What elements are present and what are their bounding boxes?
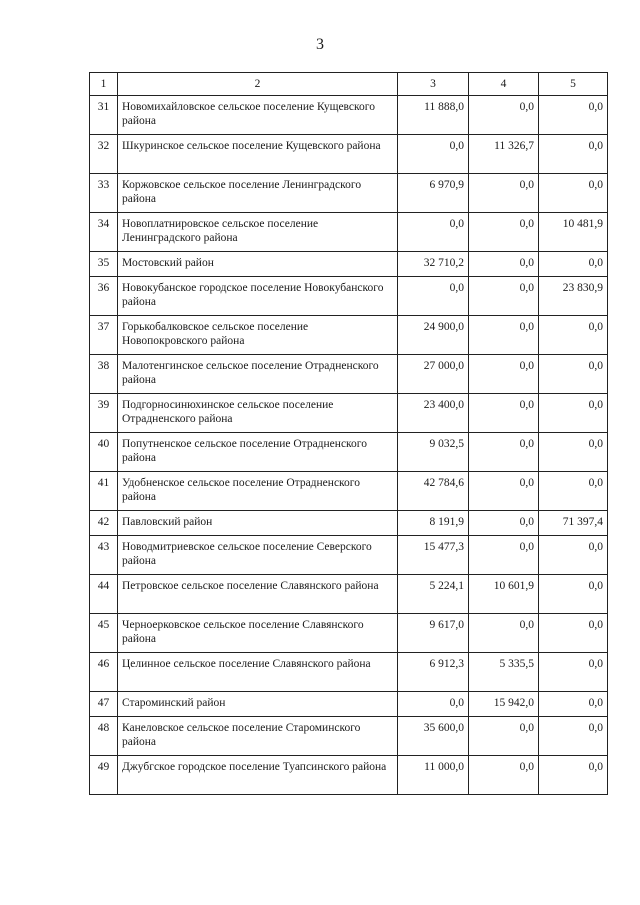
value-col3-cell: 8 191,9 — [398, 511, 469, 536]
value-col3-cell: 0,0 — [398, 135, 469, 174]
municipality-name-cell: Новодмитриевское сельское поселение Северского района — [118, 536, 398, 575]
value-col4-cell: 0,0 — [469, 174, 539, 213]
value-col3-cell: 11 888,0 — [398, 96, 469, 135]
row-number-cell: 32 — [90, 135, 118, 174]
municipality-name-cell: Новоплатнировское сельское поселение Ленинградского района — [118, 213, 398, 252]
value-col5-cell: 23 830,9 — [539, 277, 608, 316]
row-number-cell: 42 — [90, 511, 118, 536]
header-cell-1: 1 — [90, 73, 118, 96]
table-row — [90, 277, 608, 316]
value-col3-cell: 42 784,6 — [398, 472, 469, 511]
header-cell-3: 3 — [398, 73, 469, 96]
value-col5-cell: 0,0 — [539, 536, 608, 575]
value-col5-cell: 0,0 — [539, 316, 608, 355]
table-header-row — [90, 73, 608, 96]
value-col3-cell: 5 224,1 — [398, 575, 469, 614]
value-col5-cell: 0,0 — [539, 472, 608, 511]
value-col5-cell: 0,0 — [539, 614, 608, 653]
municipality-name-cell: Новомихайловское сельское поселение Кущевского района — [118, 96, 398, 135]
value-col4-cell: 0,0 — [469, 213, 539, 252]
value-col4-cell: 0,0 — [469, 717, 539, 756]
municipality-name-cell: Джубгское городское поселение Туапсинского района — [118, 756, 398, 795]
row-number-cell: 40 — [90, 433, 118, 472]
value-col5-cell: 0,0 — [539, 174, 608, 213]
table-row — [90, 252, 608, 277]
row-number-cell: 37 — [90, 316, 118, 355]
municipality-name-cell: Канеловское сельское поселение Староминского района — [118, 717, 398, 756]
value-col4-cell: 0,0 — [469, 96, 539, 135]
value-col5-cell: 0,0 — [539, 135, 608, 174]
municipality-name-cell: Горькобалковское сельское поселение Новопокровского района — [118, 316, 398, 355]
value-col5-cell: 0,0 — [539, 96, 608, 135]
value-col5-cell: 0,0 — [539, 653, 608, 692]
value-col4-cell: 5 335,5 — [469, 653, 539, 692]
header-cell-4: 4 — [469, 73, 539, 96]
page-number: 3 — [316, 36, 324, 53]
table-row — [90, 316, 608, 355]
table-row — [90, 433, 608, 472]
table-row — [90, 717, 608, 756]
municipality-name-cell: Новокубанское городское поселение Новокубанского района — [118, 277, 398, 316]
row-number-cell: 49 — [90, 756, 118, 795]
value-col3-cell: 0,0 — [398, 277, 469, 316]
value-col3-cell: 6 912,3 — [398, 653, 469, 692]
header-cell-2: 2 — [118, 73, 398, 96]
table-row — [90, 135, 608, 174]
value-col3-cell: 24 900,0 — [398, 316, 469, 355]
table-row — [90, 355, 608, 394]
municipality-name-cell: Павловский район — [118, 511, 398, 536]
row-number-cell: 41 — [90, 472, 118, 511]
value-col3-cell: 27 000,0 — [398, 355, 469, 394]
row-number-cell: 47 — [90, 692, 118, 717]
municipality-name-cell: Удобненское сельское поселение Отрадненского района — [118, 472, 398, 511]
municipality-name-cell: Попутненское сельское поселение Отрадненского района — [118, 433, 398, 472]
value-col4-cell: 11 326,7 — [469, 135, 539, 174]
table-row — [90, 511, 608, 536]
value-col5-cell: 71 397,4 — [539, 511, 608, 536]
value-col4-cell: 0,0 — [469, 316, 539, 355]
row-number-cell: 38 — [90, 355, 118, 394]
row-number-cell: 44 — [90, 575, 118, 614]
value-col3-cell: 35 600,0 — [398, 717, 469, 756]
value-col4-cell: 0,0 — [469, 472, 539, 511]
value-col5-cell: 0,0 — [539, 252, 608, 277]
row-number-cell: 39 — [90, 394, 118, 433]
table-body — [90, 73, 608, 795]
budget-table — [89, 72, 608, 795]
row-number-cell: 46 — [90, 653, 118, 692]
municipality-name-cell: Петровское сельское поселение Славянского района — [118, 575, 398, 614]
municipality-name-cell: Шкуринское сельское поселение Кущевского района — [118, 135, 398, 174]
value-col5-cell: 0,0 — [539, 717, 608, 756]
table-row — [90, 174, 608, 213]
value-col5-cell: 0,0 — [539, 692, 608, 717]
row-number-cell: 33 — [90, 174, 118, 213]
value-col3-cell: 6 970,9 — [398, 174, 469, 213]
municipality-name-cell: Подгорносинюхинское сельское поселение Отрадненского района — [118, 394, 398, 433]
value-col4-cell: 0,0 — [469, 433, 539, 472]
table-row — [90, 213, 608, 252]
value-col3-cell: 9 032,5 — [398, 433, 469, 472]
table-row — [90, 614, 608, 653]
value-col3-cell: 0,0 — [398, 692, 469, 717]
value-col5-cell: 0,0 — [539, 355, 608, 394]
row-number-cell: 36 — [90, 277, 118, 316]
value-col5-cell: 0,0 — [539, 756, 608, 795]
municipality-name-cell: Коржовское сельское поселение Ленинградского района — [118, 174, 398, 213]
table-row — [90, 575, 608, 614]
value-col3-cell: 9 617,0 — [398, 614, 469, 653]
row-number-cell: 34 — [90, 213, 118, 252]
value-col3-cell: 32 710,2 — [398, 252, 469, 277]
table-row — [90, 394, 608, 433]
value-col4-cell: 15 942,0 — [469, 692, 539, 717]
table-row — [90, 96, 608, 135]
value-col4-cell: 10 601,9 — [469, 575, 539, 614]
value-col3-cell: 23 400,0 — [398, 394, 469, 433]
value-col3-cell: 0,0 — [398, 213, 469, 252]
value-col4-cell: 0,0 — [469, 277, 539, 316]
table-row — [90, 472, 608, 511]
row-number-cell: 35 — [90, 252, 118, 277]
municipality-name-cell: Черноерковское сельское поселение Славянского района — [118, 614, 398, 653]
header-cell-5: 5 — [539, 73, 608, 96]
value-col4-cell: 0,0 — [469, 394, 539, 433]
table-row — [90, 653, 608, 692]
municipality-name-cell: Малотенгинское сельское поселение Отрадненского района — [118, 355, 398, 394]
value-col4-cell: 0,0 — [469, 511, 539, 536]
value-col5-cell: 0,0 — [539, 575, 608, 614]
municipality-name-cell: Мостовский район — [118, 252, 398, 277]
table-row — [90, 692, 608, 717]
row-number-cell: 43 — [90, 536, 118, 575]
table-row — [90, 756, 608, 795]
row-number-cell: 45 — [90, 614, 118, 653]
value-col4-cell: 0,0 — [469, 614, 539, 653]
value-col4-cell: 0,0 — [469, 756, 539, 795]
table-row — [90, 536, 608, 575]
value-col4-cell: 0,0 — [469, 536, 539, 575]
row-number-cell: 31 — [90, 96, 118, 135]
value-col4-cell: 0,0 — [469, 252, 539, 277]
value-col3-cell: 15 477,3 — [398, 536, 469, 575]
value-col4-cell: 0,0 — [469, 355, 539, 394]
value-col3-cell: 11 000,0 — [398, 756, 469, 795]
value-col5-cell: 10 481,9 — [539, 213, 608, 252]
municipality-name-cell: Староминский район — [118, 692, 398, 717]
value-col5-cell: 0,0 — [539, 394, 608, 433]
municipality-name-cell: Целинное сельское поселение Славянского района — [118, 653, 398, 692]
row-number-cell: 48 — [90, 717, 118, 756]
value-col5-cell: 0,0 — [539, 433, 608, 472]
